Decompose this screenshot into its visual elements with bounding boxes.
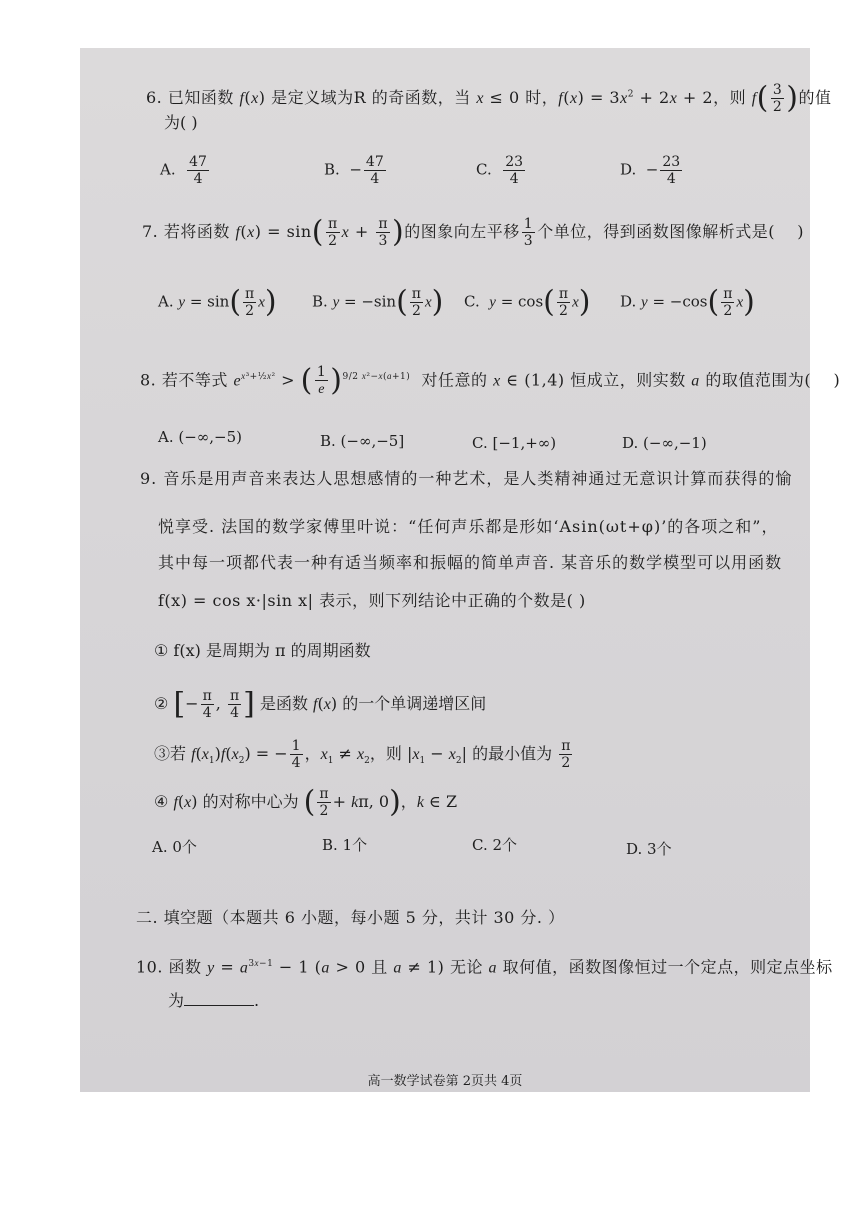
q8-option-a: A. (−∞,−5) xyxy=(158,428,243,446)
q10-stem: 10. 函数 $y = a^{3x-1} - 1$ (a > 0 且 a ≠ 1) 无论 a 取何值，函数图像恒过一个定点，则定点坐标 xyxy=(136,957,833,977)
q9-item-4: ④ f(x) 的对称中心为 ( $\frac{\pi}{2}$ + kπ, 0)，k ∈ Z xyxy=(154,784,458,820)
q7-option-c: C. y = cos( $\frac{\pi}{2}$ x) xyxy=(464,284,591,320)
q9-option-b: B. 1个 xyxy=(322,836,368,854)
q9-option-c: C. 2个 xyxy=(472,836,518,854)
q8-option-c: C. [−1,+∞) xyxy=(472,434,557,452)
q10-prefix: 为 xyxy=(168,991,185,1010)
q8-option-d: D. (−∞,−1) xyxy=(622,434,707,452)
section-2-title: 二. 填空题（本题共 6 小题，每小题 5 分，共计 30 分. ） xyxy=(136,908,565,927)
q9-option-d: D. 3个 xyxy=(626,840,672,858)
q7-stem: 7. 若将函数 f(x) = sin( $\frac{\pi}{2}$ x + $\frac{\pi}{3}$ )的图象向左平移 $\frac{1}{3}$ 个单位，得到函数图像解析式是( ) xyxy=(142,214,805,250)
q8-stem: 8. 若不等式 $e^{x^3+\frac{1}{2}x^2}$ > ( $\frac{1}{e}$ )$^{9/2 x^2-x(a+1)}$ 对任意的 x ∈ (1,4) 恒成立，则实数 a 的取值范围为( ) xyxy=(140,363,841,398)
q6-option-b: B. − $\frac{47}{4}$ xyxy=(324,154,384,187)
q9-item-2: ② [− $\frac{\pi}{4}$ , $\frac{\pi}{4}$ ] 是函数 f(x) 的一个单调递增区间 xyxy=(154,686,487,722)
q6-option-c: C. $\frac{23}{4}$ xyxy=(476,154,524,187)
q9-item-1: ① f(x) 是周期为 π 的周期函数 xyxy=(154,641,371,660)
q10-answer-blank[interactable] xyxy=(184,991,254,1006)
q9-line-1: 9. 音乐是用声音来表达人思想感情的一种艺术，是人类精神通过无意识计算而获得的愉 xyxy=(140,469,793,488)
q7-option-b: B. y = −sin( $\frac{\pi}{2}$ x) xyxy=(312,284,444,320)
q8-option-b: B. (−∞,−5] xyxy=(320,432,405,450)
q10-suffix: . xyxy=(254,991,260,1010)
q7-option-a: A. y = sin( $\frac{\pi}{2}$ x) xyxy=(158,284,277,320)
exam-page xyxy=(80,48,841,1092)
q10-stem-cont xyxy=(168,990,259,1012)
q9-line-4: f(x) = cos x·|sin x| 表示，则下列结论中正确的个数是( ) xyxy=(158,591,586,610)
q6-stem: 6. 已知函数 f(x) 是定义域为R 的奇函数，当 x ≤ 0 时，$f(x) = 3x^2 + 2x + 2$，则 f( $\frac{3}{2}$ )的值 xyxy=(146,80,832,116)
q9-line-2: 悦享受. 法国的数学家傅里叶说：“任何声乐都是形如‘Asin(ωt+φ)’的各项之和”， xyxy=(158,517,779,536)
q7-option-d: D. y = −cos( $\frac{\pi}{2}$ x) xyxy=(620,284,755,320)
q6-option-a: A. $\frac{47}{4}$ xyxy=(160,154,207,187)
q9-item-3: ③若 $f(x_1)f(x_2)$ = − $\frac{1}{4}$ ，$x_1 \ne x_2$，则 $|x_1 - x_2|$ 的最小值为 $\frac{\pi}{2}$ xyxy=(154,738,571,771)
q9-line-3: 其中每一项都代表一种有适当频率和振幅的简单声音. 某音乐的数学模型可以用函数 xyxy=(158,553,783,572)
page-footer: 高一数学试卷第 2页共 4页 xyxy=(367,1074,523,1089)
q6-stem-cont: 为( ) xyxy=(164,113,198,132)
q6-option-d: D. − $\frac{23}{4}$ xyxy=(620,154,681,187)
q9-option-a: A. 0个 xyxy=(152,838,197,856)
